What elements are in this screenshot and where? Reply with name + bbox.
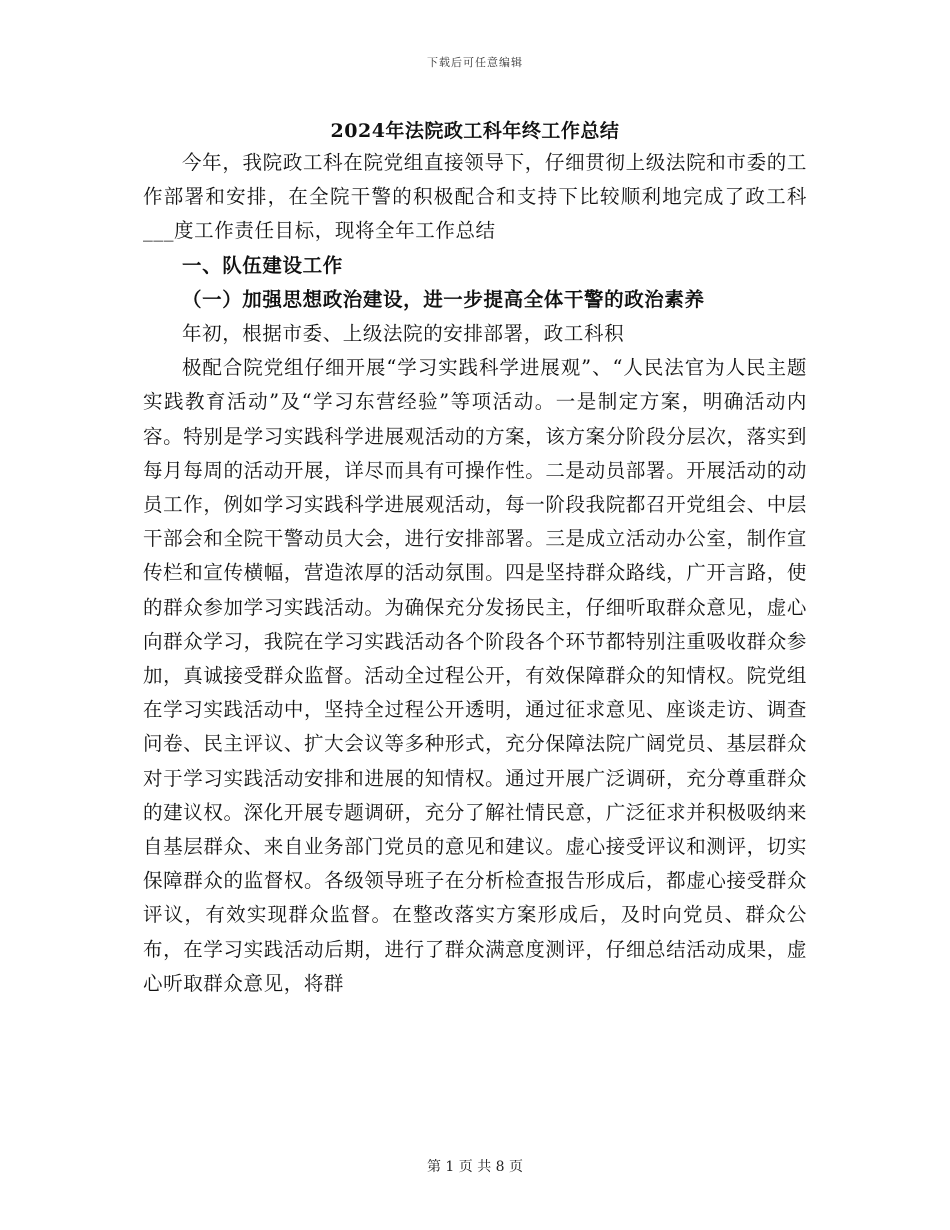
- document-title: 2024年法院政工科年终工作总结: [330, 120, 620, 142]
- main-paragraph: 极配合院党组仔细开展“学习实践科学进展观”、“人民法官为人民主题实践教育活动”及“学习东营经验”等项活动。一是制定方案，明确活动内容。特别是学习实践科学进展观活动的方案，该方案分阶段分层次，落实到每月每周的活动开展，详尽而具有可操作性。二是动员部署。开展活动的动员工作，例如学习实践科学进展观活动，每一阶段我院都召开党组会、中层干部会和全院干警动员大会，进行安排部署。三是成立活动办公室，制作宣传栏和宣传横幅，营造浓厚的活动氛围。四是坚持群众路线，广开言路，使的群众参加学习实践活动。为确保充分发扬民主，仔细听取群众意见，虚心向群众学习，我院在学习实践活动各个阶段各个环节都特别注重吸收群众参加，真诚接受群众监督。活动全过程公开，有效保障群众的知情权。院党组在学习实践活动中，坚持全过程公开透明，通过征求意见、座谈走访、调查问卷、民主评议、扩大会议等多种形式，充分保障法院广阔党员、基层群众对于学习实践活动安排和进展的知情权。通过开展广泛调研，充分尊重群众的建议权。深化开展专题调研，充分了解社情民意，广泛征求并积极吸纳来自基层群众、来自业务部门党员的意见和建议。虚心接受评议和测评，切实保障群众的监督权。各级领导班子在分析检查报告形成后，都虚心接受群众评议，有效实现群众监督。在整改落实方案形成后，及时向党员、群众公布，在学习实践活动后期，进行了群众满意度测评，仔细总结活动成果，虚心听取群众意见，将群: [143, 356, 807, 995]
- section-heading: 一、队伍建设工作: [182, 253, 343, 277]
- header-note: 下载后可任意编辑: [427, 56, 523, 69]
- subsection-heading: （一）加强思想政治建设，进一步提高全体干警的政治素养: [182, 287, 705, 311]
- page-footer: 第 1 页 共 8 页: [426, 1159, 524, 1175]
- paragraph-start: 年初，根据市委、上级法院的安排部署，政工科积: [182, 322, 625, 346]
- intro-paragraph: 今年，我院政工科在院党组直接领导下，仔细贯彻上级法院和市委的工作部署和安排，在全院干警的积极配合和支持下比较顺利地完成了政工科___度工作责任目标，现将全年工作总结: [143, 151, 807, 243]
- document-body: [143, 146, 807, 1001]
